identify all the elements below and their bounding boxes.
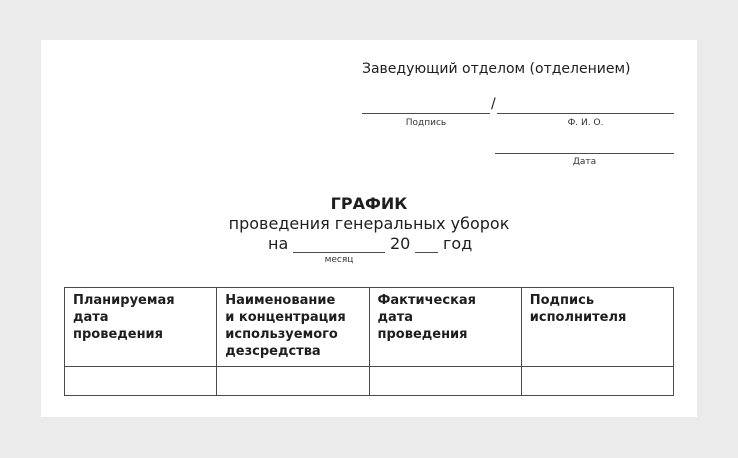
document-subtitle: проведения генеральных уборок bbox=[228, 214, 510, 233]
table-cell bbox=[65, 367, 217, 396]
table-cell bbox=[521, 367, 673, 396]
year-line bbox=[415, 252, 438, 253]
signature-separator: / bbox=[491, 96, 496, 112]
table-row bbox=[65, 367, 674, 396]
year-prefix: 20 bbox=[390, 234, 411, 253]
column-executor-signature: Подпись исполнителя bbox=[521, 288, 673, 367]
cleaning-schedule-table bbox=[64, 287, 674, 396]
date-caption: Дата bbox=[572, 157, 597, 167]
date-line bbox=[495, 153, 674, 154]
column-actual-date: Фактическая дата проведения bbox=[369, 288, 521, 367]
approval-title: Заведующий отделом (отделением) bbox=[362, 61, 631, 77]
table-header-row bbox=[65, 288, 674, 367]
period-suffix: год bbox=[443, 234, 473, 253]
name-caption: Ф. И. О. bbox=[567, 118, 604, 128]
document-title: ГРАФИК bbox=[330, 194, 408, 213]
signature-line bbox=[362, 113, 490, 114]
table-cell bbox=[217, 367, 369, 396]
column-disinfectant: Наименование и концентрация используемого дезсредства bbox=[217, 288, 369, 367]
signature-caption: Подпись bbox=[405, 118, 447, 128]
month-caption: месяц bbox=[324, 255, 354, 265]
table-cell bbox=[369, 367, 521, 396]
period-prefix: на bbox=[268, 234, 289, 253]
month-line bbox=[293, 252, 385, 253]
name-line bbox=[497, 113, 674, 114]
column-planned-date: Планируемая дата проведения bbox=[65, 288, 217, 367]
